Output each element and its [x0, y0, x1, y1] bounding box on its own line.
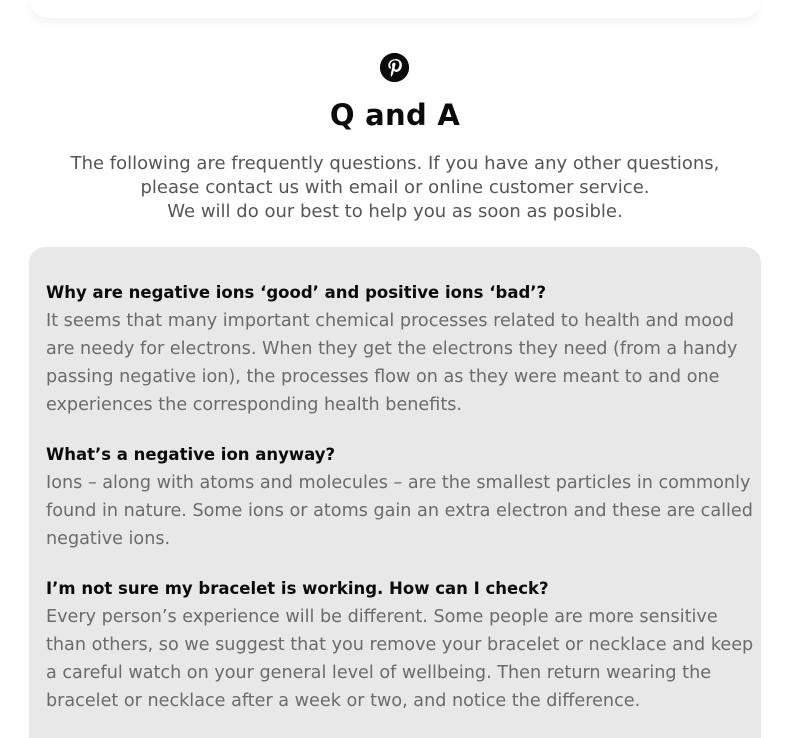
- pinterest-logo-glyph: [380, 53, 409, 82]
- faq-answer: It seems that many important chemical processes related to health and mood are needy for electrons. When they get the electrons they need (from a handy passing negative ion), the processes flow on as they were meant to and one experiences the corresponding health benefits.: [46, 311, 738, 415]
- faq-panel: [29, 247, 761, 738]
- faq-answer: Every person’s experience will be different. Some people are more sensitive than others, so we suggest that you remove your bracelet or necklace and keep a careful watch on your general level of wellbeing. Then return wearing the bracelet or necklace after a week or two, and notice the difference.: [46, 607, 754, 711]
- faq-item: [46, 281, 761, 419]
- intro-line-1: The following are frequently questions. If you have any other questions,: [70, 153, 720, 174]
- intro-line-2: please contact us with email or online customer service.: [140, 177, 650, 198]
- pinterest-icon[interactable]: [380, 53, 409, 82]
- faq-question: What’s a negative ion anyway?: [46, 445, 336, 464]
- top-bar: [30, 0, 760, 18]
- faq-question: Why are negative ions ‘good’ and positive ions ‘bad’?: [46, 283, 547, 302]
- faq-question: I’m not sure my bracelet is working. How can I check?: [46, 579, 549, 598]
- intro-line-3: We will do our best to help you as soon as posible.: [167, 201, 623, 222]
- faq-answer: Ions – along with atoms and molecules – are the smallest particles in commonly found in nature. Some ions or atoms gain an extra electron and these are called negative ions.: [46, 473, 753, 549]
- page-title: Q and A: [329, 98, 461, 132]
- faq-item: [46, 443, 761, 553]
- faq-item: [46, 577, 761, 715]
- intro-text: [40, 152, 750, 224]
